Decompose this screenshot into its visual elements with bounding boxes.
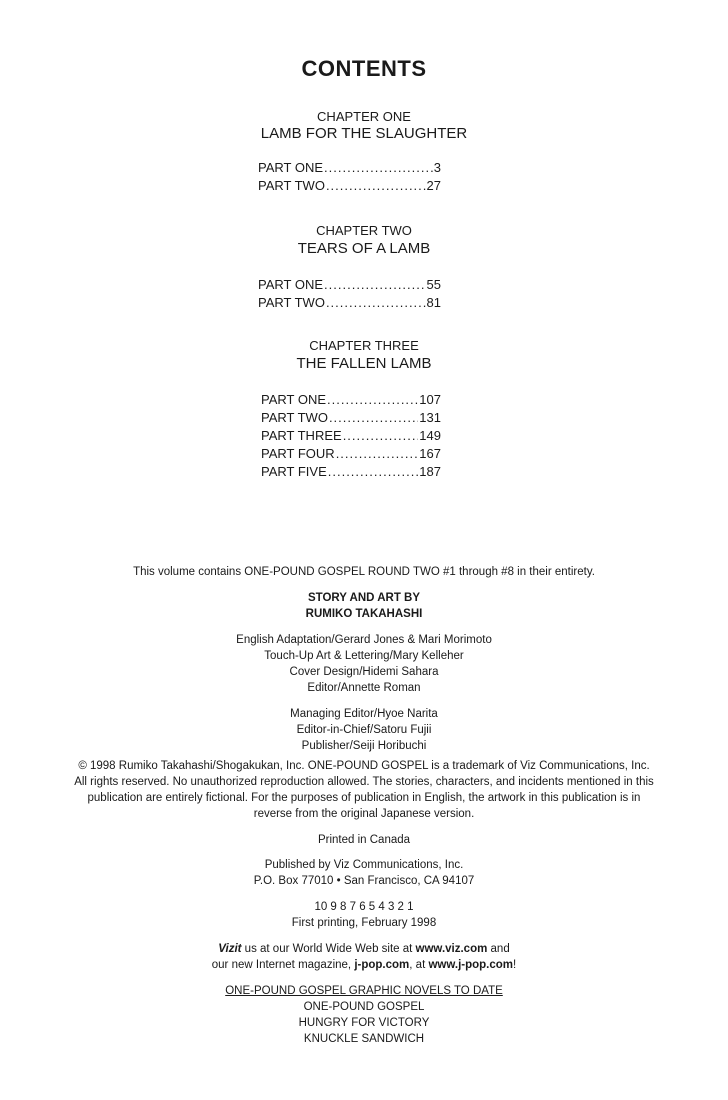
web-text: us at our World Wide Web site at [241,943,416,955]
entry-label: PART ONE [258,277,324,292]
entry-label: PART FOUR [261,446,335,461]
leader-dots [324,159,433,177]
leader-dots [324,276,426,294]
web-text: and [487,943,510,955]
novel-title: HUNGRY FOR VICTORY [298,1017,430,1029]
leader-dots [326,177,426,195]
toc-entry [261,427,441,445]
chapter-heading: CHAPTER ONE [317,109,411,124]
jpop-url-link[interactable]: www.j-pop.com [428,959,514,971]
jpop-magazine-name: j-pop.com [354,959,410,971]
web-text: our new Internet magazine, [211,959,355,971]
toc-chapter-1 [258,159,441,195]
entry-label: PART THREE [261,428,342,443]
credit-line: Editor/Annette Roman [307,682,421,694]
legal-line: All rights reserved. No unauthorized reproduction allowed. The stories, characters, and incidents mentioned in this [74,776,654,788]
page-title: CONTENTS [301,56,427,81]
novels-heading: ONE-POUND GOSPEL GRAPHIC NOVELS TO DATE [225,985,503,997]
entry-label: PART ONE [258,160,324,175]
entry-page: 167 [419,446,441,461]
legal-notice [0,758,728,822]
leader-dots [336,445,419,463]
chapter-heading: CHAPTER THREE [309,338,419,353]
volume-note: This volume contains ONE-POUND GOSPEL ROUND TWO #1 through #8 in their entirety. [133,566,595,578]
leader-dots [343,427,419,445]
printing-date: First printing, February 1998 [291,917,437,929]
graphic-novels-list [0,983,728,1047]
entry-label: PART TWO [258,178,325,193]
credit-line: English Adaptation/Gerard Jones & Mari Morimoto [236,634,492,646]
novel-title: ONE-POUND GOSPEL [303,1001,425,1013]
credit-line: Cover Design/Hidemi Sahara [289,666,439,678]
printing-info [0,899,728,931]
credit-line: Managing Editor/Hyoe Narita [290,708,438,720]
chapter-title: LAMB FOR THE SLAUGHTER [260,125,468,142]
legal-line: publication are entirely fictional. For the purposes of publication in English, the artwork in this publication is in [87,792,641,804]
author-name: RUMIKO TAKAHASHI [305,608,423,620]
toc-chapter-2 [258,276,441,312]
toc-entry [261,463,441,481]
web-text: , at [409,959,429,971]
toc-entry [258,159,441,177]
legal-line: © 1998 Rumiko Takahashi/Shogakukan, Inc. ONE-POUND GOSPEL is a trademark of Viz Communications, Inc. [78,760,650,772]
chapter-heading: CHAPTER TWO [316,223,412,238]
entry-label: PART FIVE [261,464,327,479]
web-info [0,941,728,973]
toc-entry [261,409,441,427]
story-art-label: STORY AND ART BY [307,592,421,604]
leader-dots [326,294,426,312]
vizit-text: Vizit [218,943,242,955]
credit-line: Editor-in-Chief/Satoru Fujii [296,724,432,736]
toc-entry [258,177,441,195]
chapter-title: THE FALLEN LAMB [296,355,432,372]
entry-page: 107 [419,392,441,407]
entry-label: PART ONE [261,392,327,407]
entry-label: PART TWO [258,295,325,310]
toc-entry [258,294,441,312]
entry-page: 27 [426,178,441,193]
leader-dots [328,463,419,481]
legal-line: reverse from the original Japanese version. [253,808,475,820]
credit-line: Touch-Up Art & Lettering/Mary Kelleher [264,650,464,662]
novel-title: KNUCKLE SANDWICH [303,1033,425,1045]
leader-dots [329,409,418,427]
printing-numbers: 10 9 8 7 6 5 4 3 2 1 [314,901,414,913]
publisher-info [0,857,728,889]
toc-entry [261,391,441,409]
web-text: ! [513,959,517,971]
entry-page: 81 [426,295,441,310]
toc-entry [258,276,441,294]
entry-page: 149 [419,428,441,443]
entry-page: 187 [419,464,441,479]
chapter-title: TEARS OF A LAMB [297,240,431,257]
credit-line: Publisher/Seiji Horibuchi [301,740,427,752]
publisher-address: P.O. Box 77010 • San Francisco, CA 94107 [253,875,475,887]
staff-credits [0,632,728,696]
entry-page: 55 [426,277,441,292]
entry-label: PART TWO [261,410,328,425]
toc-entry [261,445,441,463]
toc-chapter-3 [261,391,441,481]
viz-url-link[interactable]: www.viz.com [415,943,488,955]
leader-dots [327,391,418,409]
entry-page: 131 [419,410,441,425]
printed-in: Printed in Canada [317,834,411,846]
entry-page: 3 [433,160,441,175]
editorial-credits [0,706,728,754]
publisher-line: Published by Viz Communications, Inc. [264,859,464,871]
